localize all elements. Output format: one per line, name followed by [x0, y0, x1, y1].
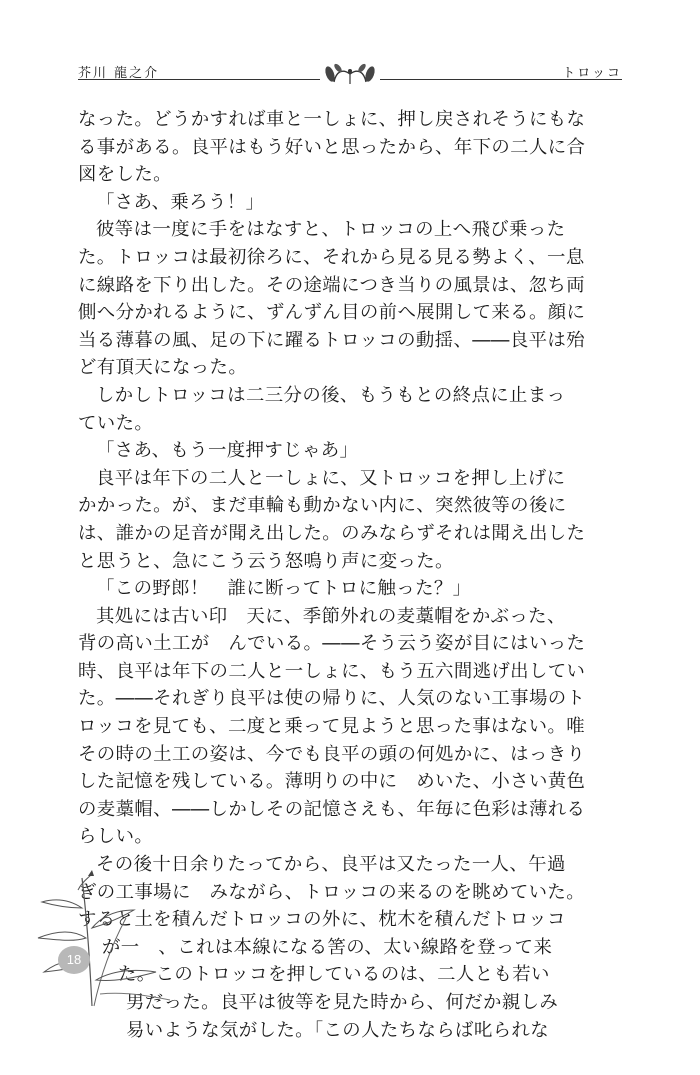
- page-number: 18: [58, 946, 90, 974]
- text-line: た。このトロッコを押しているのは、二人とも若い: [118, 964, 550, 986]
- text-line: ロッコを見ても、二度と乗って見ようと思った事はない。唯: [78, 716, 585, 738]
- text-line: と思うと、急にこう云う怒鳴り声に変った。: [78, 550, 454, 572]
- text-line: の麦藁帽、――しかしその記憶さえも、年毎に色彩は薄れる: [78, 798, 586, 820]
- text-line: かかった。が、まだ車輪も動かない内に、突然彼等の後に: [78, 495, 567, 517]
- text-line: た。――それぎり良平は使の帰りに、人気のない工事場のト: [78, 688, 586, 710]
- running-header: [78, 60, 622, 88]
- text-line: 易いような気がした。「この人たちならば叱られな: [126, 1019, 549, 1041]
- text-line: 背の高い土工が んでいる。――そう云う姿が目にはいった: [78, 633, 586, 655]
- text-line: た。トロッコは最初徐ろに、それから見る見る勢よく、一息: [78, 246, 585, 268]
- text-line: すると土を積んだトロッコの外に、枕木を積んだトロッコ: [78, 909, 566, 931]
- text-line: る事がある。良平はもう好いと思ったから、年下の二人に合: [78, 136, 586, 158]
- text-line: 当る薄暮の風、足の下に躍るトロッコの動揺、――良平は殆: [78, 329, 585, 351]
- text-line: が一 、これは本線になる筈の、太い線路を登って来: [102, 936, 553, 958]
- text-line: 男だった。良平は彼等を見た時から、何だか親しみ: [126, 992, 559, 1013]
- bamboo-leaf-plant-icon: [30, 868, 175, 1008]
- text-line: ど有頂天になった。: [78, 357, 248, 379]
- text-line: らしい。: [78, 826, 154, 848]
- text-line: 良平は年下の二人と一しょに、又トロッコを押し上げに: [96, 467, 566, 489]
- header-author: 芥川 龍之介: [78, 66, 160, 81]
- text-line: ていた。: [78, 412, 154, 434]
- text-line: した記憶を残している。薄明りの中に めいた、小さい黄色: [78, 771, 586, 793]
- text-line: ぎの工事場に みながら、トロッコの来るのを眺めていた。: [78, 881, 585, 903]
- text-line: しかしトロッコは二三分の後、もうもとの終点に止まっ: [96, 384, 566, 406]
- header-title: トロッコ: [562, 66, 622, 81]
- text-line: 「さあ、もう一度押すじゃあ」: [96, 440, 359, 462]
- text-line: その後十日余りたってから、良平は又たった一人、午過: [96, 854, 566, 876]
- text-line: なった。どうかすれば車と一しょに、押し戻されそうにもな: [78, 109, 586, 130]
- text-line: 側へ分かれるように、ずんずん目の前へ展開して来る。顔に: [78, 302, 586, 324]
- text-line: は、誰かの足音が聞え出した。のみならずそれは聞え出した: [78, 522, 586, 544]
- text-line: 時、良平は年下の二人と一しょに、もう五六間逃げ出してい: [78, 660, 586, 682]
- text-line: 彼等は一度に手をはなすと、トロッコの上へ飛び乗った: [96, 219, 566, 241]
- text-line: に線路を下り出した。その途端につき当りの風景は、忽ち両: [78, 274, 585, 296]
- text-line: その時の土工の姿は、今でも良平の頭の何処かに、はっきり: [78, 743, 586, 765]
- text-line: 「さあ、乗ろう！」: [96, 191, 265, 213]
- text-line: 「この野郎！ 誰に断ってトロに触った？」: [96, 578, 472, 600]
- vine-ornament-icon: [320, 60, 380, 88]
- text-line: 図をした。: [78, 164, 172, 186]
- text-line: 其処には古い印 天に、季節外れの麦藁帽をかぶった、: [96, 605, 566, 627]
